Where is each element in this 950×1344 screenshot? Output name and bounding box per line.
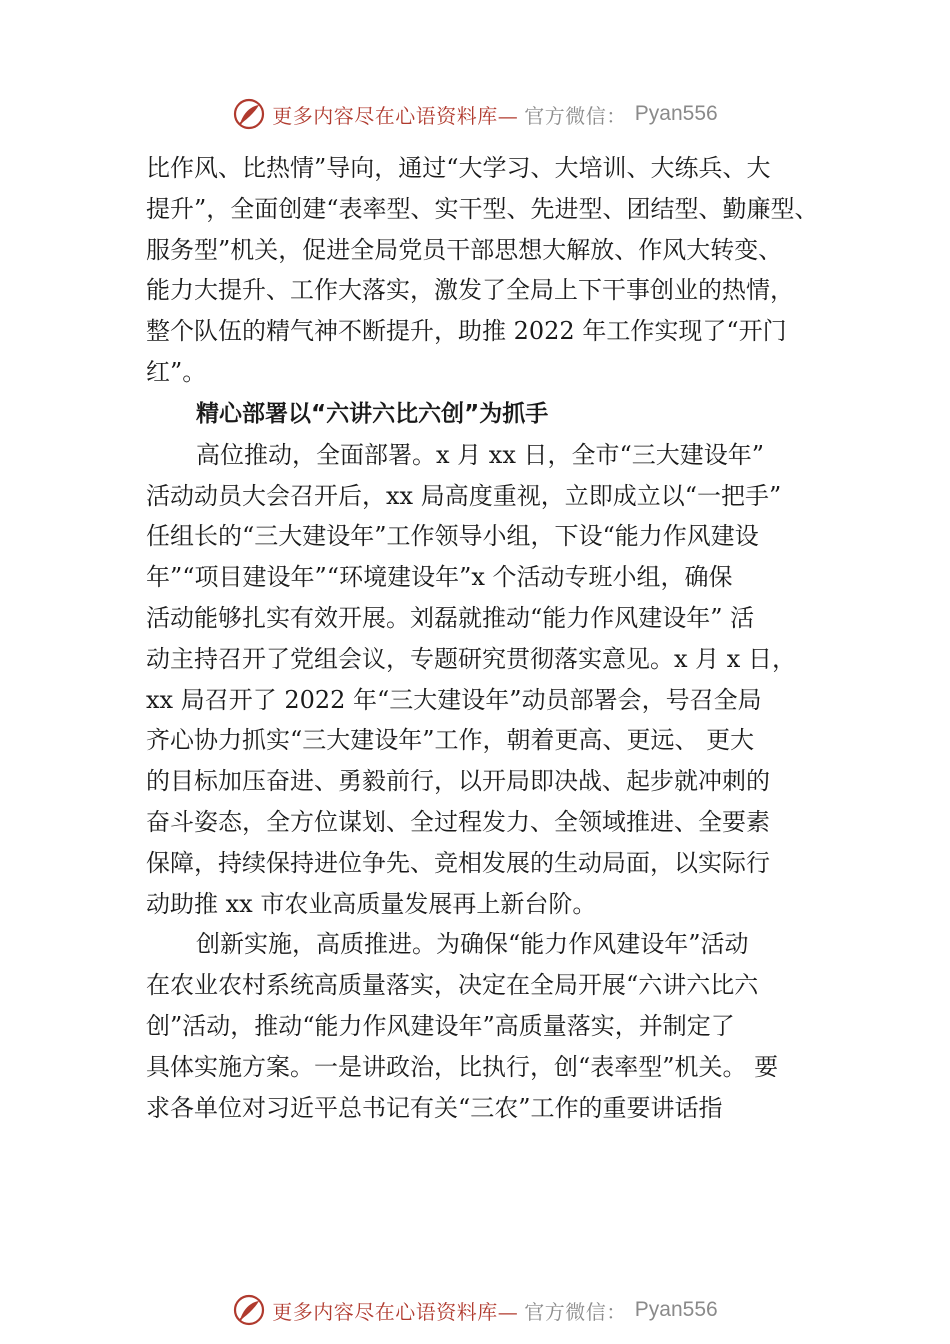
text-line: 活动能够扎实有效开展。刘磊就推动“能力作风建设年” 活 [146, 603, 755, 632]
footer-banner-id: Pyan556 [634, 1298, 718, 1321]
text-line: 高位推动，全面部署。x 月 xx 日，全市“三大建设年” [196, 440, 765, 469]
text-line: xx 局召开了 2022 年“三大建设年”动员部署会，号召全局 [146, 685, 762, 714]
section-heading: 精心部署以“六讲六比六创”为抓手 [196, 400, 549, 427]
text-line: 活动动员大会召开后，xx 局高度重视，立即成立以“一把手” [146, 481, 782, 510]
text-line: 动主持召开了党组会议，专题研究贯彻落实意见。x 月 x 日， [146, 644, 796, 673]
text-line: 红”。 [146, 357, 207, 386]
text-line: 奋斗姿态，全方位谋划、全过程发力、全领域推进、全要素 [146, 807, 770, 836]
footer-banner-text: 更多内容尽在心语资料库— [272, 1299, 519, 1324]
text-line: 创新实施，高质推进。为确保“能力作风建设年”活动 [196, 930, 749, 959]
paragraph-3 [146, 924, 826, 1128]
text-line: 求各单位对习近平总书记有关“三农”工作的重要讲话指 [146, 1093, 723, 1122]
text-line: 服务型”机关，促进全局党员干部思想大解放、作风大转变、 [146, 235, 783, 264]
text-line: 在农业农村系统高质量落实，决定在全局开展“六讲六比六 [146, 971, 759, 1000]
paragraph-1 [146, 148, 826, 393]
text-line: 动助推 xx 市农业高质量发展再上新台阶。 [146, 889, 597, 918]
text-line: 齐心协力抓实“三大建设年”工作，朝着更高、更远、 更大 [146, 726, 755, 755]
text-line: 提升”，全面创建“表率型、实干型、先进型、团结型、勤廉型、 [146, 194, 819, 223]
header-banner-text: 更多内容尽在心语资料库— [272, 103, 519, 128]
text-line: 年”“项目建设年”“环境建设年”x 个活动专班小组，确保 [146, 563, 733, 592]
document-body [146, 148, 826, 1128]
footer-banner [0, 1290, 950, 1330]
text-line: 能力大提升、工作大落实，激发了全局上下干事创业的热情， [146, 276, 794, 305]
header-banner [0, 94, 950, 134]
text-line: 比作风、比热情”导向，通过“大学习、大培训、大练兵、大 [146, 154, 771, 182]
header-banner-wechat: 官方微信： [524, 103, 627, 128]
text-line: 整个队伍的精气神不断提升，助推 2022 年工作实现了“开门 [146, 317, 787, 346]
footer-banner-wechat: 官方微信： [524, 1299, 627, 1324]
header-banner-id: Pyan556 [634, 102, 718, 125]
text-line: 具体实施方案。一是讲政治，比执行，创“表率型”机关。 要 [146, 1052, 779, 1081]
text-line: 任组长的“三大建设年”工作领导小组，下设“能力作风建设 [146, 522, 759, 551]
text-line: 的目标加压奋进、勇毅前行，以开局即决战、起步就冲刺的 [146, 767, 770, 796]
text-line: 创”活动，推动“能力作风建设年”高质量落实，并制定了 [146, 1011, 735, 1040]
brand-logo-icon [232, 1293, 266, 1327]
brand-logo-icon [232, 97, 266, 131]
paragraph-2 [146, 435, 826, 925]
text-line: 保障，持续保持进位争先、竞相发展的生动局面，以实际行 [146, 848, 770, 877]
